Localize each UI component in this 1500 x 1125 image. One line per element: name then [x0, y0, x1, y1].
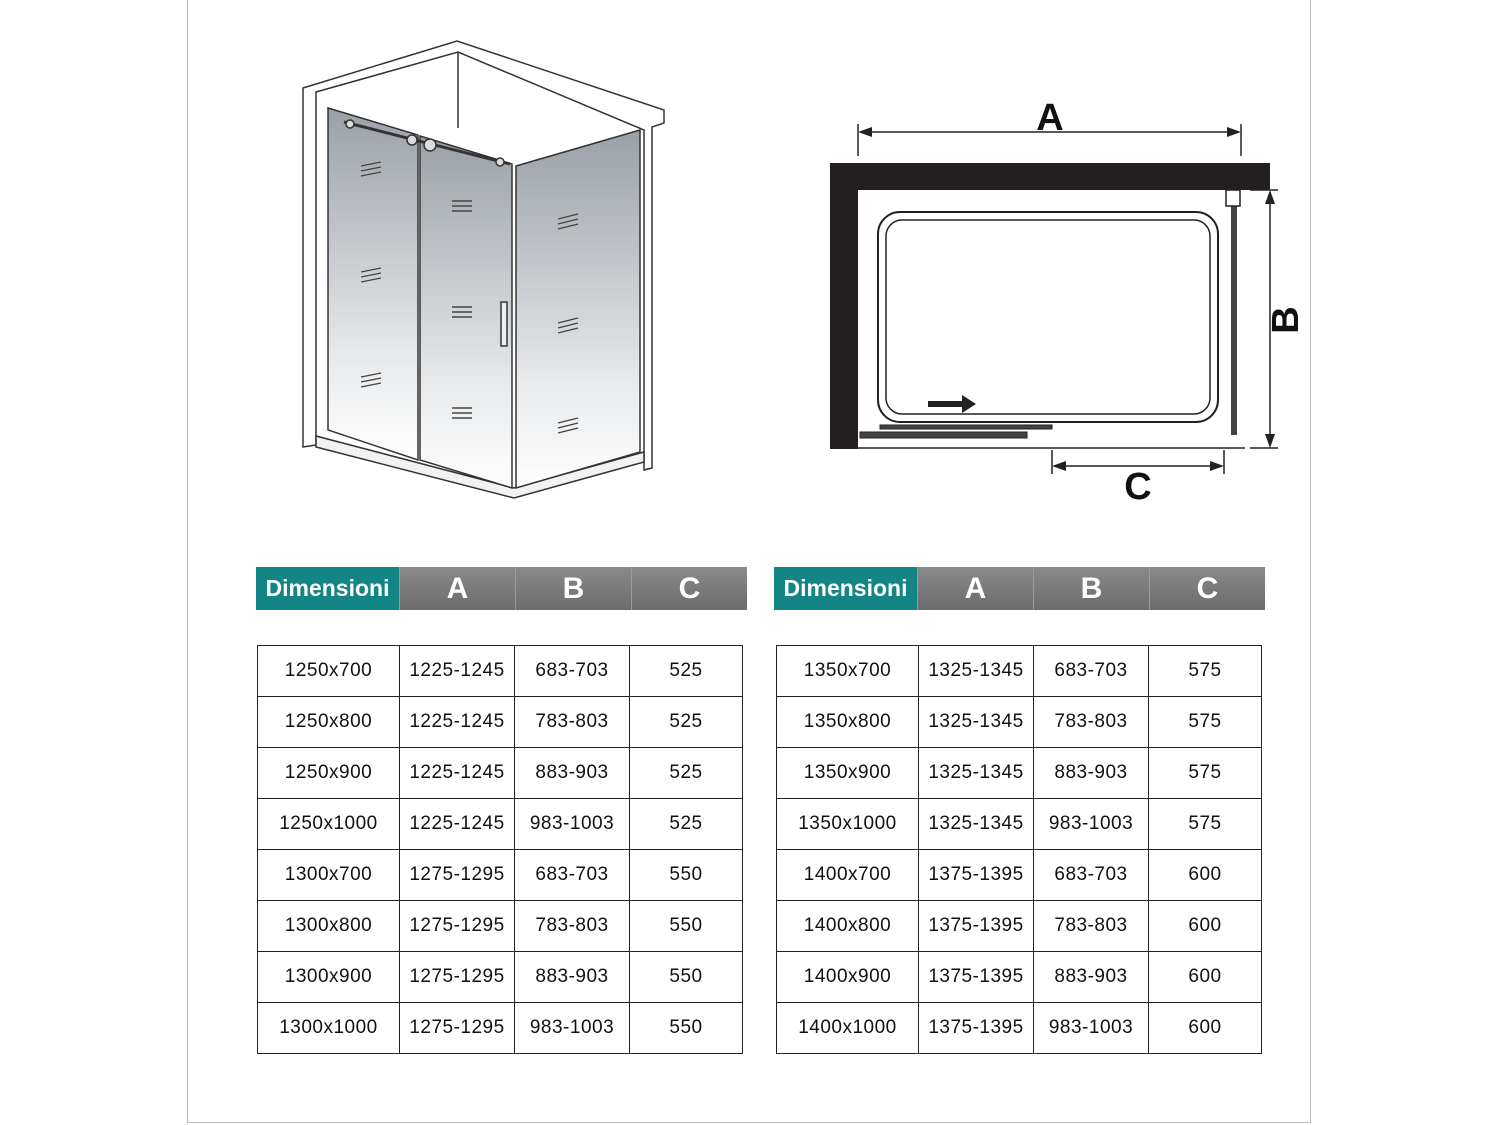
table-cell: 1325-1345	[919, 646, 1034, 697]
table-row	[258, 799, 743, 850]
shower-tray	[878, 212, 1218, 422]
table-row	[777, 901, 1262, 952]
table-row	[258, 646, 743, 697]
table-row	[258, 901, 743, 952]
table-cell: 683-703	[515, 646, 630, 697]
table-row	[777, 850, 1262, 901]
table-row	[258, 697, 743, 748]
table-cell: 883-903	[515, 952, 630, 1003]
table-cell: 1225-1245	[400, 799, 515, 850]
header-a: A	[917, 567, 1033, 610]
dimensions-table-right	[776, 645, 1262, 1054]
table-cell: 1400x800	[777, 901, 919, 952]
table-row	[258, 952, 743, 1003]
table-cell: 525	[630, 799, 743, 850]
table-row	[777, 646, 1262, 697]
table-cell: 1400x1000	[777, 1003, 919, 1054]
table-cell: 575	[1149, 799, 1262, 850]
table-cell: 1350x1000	[777, 799, 919, 850]
table-cell: 783-803	[1034, 697, 1149, 748]
plan-view-diagram	[820, 90, 1307, 520]
table-cell: 1350x800	[777, 697, 919, 748]
table-cell: 550	[630, 901, 743, 952]
table-cell: 1225-1245	[400, 646, 515, 697]
table-cell: 983-1003	[515, 799, 630, 850]
table-cell: 1250x1000	[258, 799, 400, 850]
table-cell: 783-803	[515, 697, 630, 748]
table-row	[777, 697, 1262, 748]
table-row	[777, 799, 1262, 850]
table-cell: 575	[1149, 748, 1262, 799]
table-cell: 983-1003	[1034, 1003, 1149, 1054]
header-b: B	[1033, 567, 1149, 610]
table-cell: 600	[1149, 1003, 1262, 1054]
table-row	[777, 1003, 1262, 1054]
shower-enclosure-illustration	[290, 30, 690, 510]
table-cell: 1350x700	[777, 646, 919, 697]
table-cell: 683-703	[1034, 850, 1149, 901]
dimension-label-a: A	[1036, 97, 1064, 139]
table-cell: 575	[1149, 646, 1262, 697]
table-cell: 575	[1149, 697, 1262, 748]
table-cell: 550	[630, 850, 743, 901]
table-cell: 1400x700	[777, 850, 919, 901]
table-cell: 1225-1245	[400, 748, 515, 799]
table-cell: 683-703	[1034, 646, 1149, 697]
dimension-label-b: B	[1265, 306, 1307, 334]
table-cell: 600	[1149, 901, 1262, 952]
table-cell: 783-803	[1034, 901, 1149, 952]
header-dimensioni: Dimensioni	[256, 567, 399, 610]
table-cell: 883-903	[1034, 748, 1149, 799]
table-cell: 1275-1295	[400, 1003, 515, 1054]
header-c: C	[631, 567, 747, 610]
table-cell: 600	[1149, 850, 1262, 901]
table-row	[258, 748, 743, 799]
header-a: A	[399, 567, 515, 610]
table-cell: 1250x800	[258, 697, 400, 748]
table-cell: 983-1003	[1034, 799, 1149, 850]
table-cell: 1275-1295	[400, 901, 515, 952]
table-cell: 1225-1245	[400, 697, 515, 748]
table-cell: 1300x700	[258, 850, 400, 901]
table-left-header	[256, 567, 747, 610]
table-row	[777, 748, 1262, 799]
table-cell: 1300x800	[258, 901, 400, 952]
table-cell: 883-903	[515, 748, 630, 799]
table-cell: 783-803	[515, 901, 630, 952]
table-cell: 1325-1345	[919, 799, 1034, 850]
table-row	[258, 850, 743, 901]
table-row	[258, 1003, 743, 1054]
table-cell: 1250x900	[258, 748, 400, 799]
table-cell: 883-903	[1034, 952, 1149, 1003]
table-cell: 1350x900	[777, 748, 919, 799]
header-c: C	[1149, 567, 1265, 610]
table-cell: 1400x900	[777, 952, 919, 1003]
table-cell: 1250x700	[258, 646, 400, 697]
table-row	[777, 952, 1262, 1003]
table-cell: 1375-1395	[919, 901, 1034, 952]
table-cell: 1375-1395	[919, 850, 1034, 901]
table-cell: 550	[630, 1003, 743, 1054]
header-dimensioni: Dimensioni	[774, 567, 917, 610]
table-cell: 525	[630, 697, 743, 748]
table-cell: 525	[630, 748, 743, 799]
header-b: B	[515, 567, 631, 610]
table-cell: 525	[630, 646, 743, 697]
table-cell: 1375-1395	[919, 1003, 1034, 1054]
table-cell: 983-1003	[515, 1003, 630, 1054]
table-right-header	[774, 567, 1265, 610]
table-cell: 1325-1345	[919, 697, 1034, 748]
dimensions-table-left	[257, 645, 743, 1054]
table-cell: 1275-1295	[400, 850, 515, 901]
table-cell: 1375-1395	[919, 952, 1034, 1003]
table-cell: 1300x900	[258, 952, 400, 1003]
wall-outline	[830, 163, 1270, 449]
slide-direction-arrow-icon	[962, 395, 976, 413]
dimension-label-c: C	[1124, 466, 1152, 508]
table-cell: 1300x1000	[258, 1003, 400, 1054]
table-cell: 1275-1295	[400, 952, 515, 1003]
table-cell: 550	[630, 952, 743, 1003]
table-cell: 683-703	[515, 850, 630, 901]
table-cell: 1325-1345	[919, 748, 1034, 799]
table-cell: 600	[1149, 952, 1262, 1003]
